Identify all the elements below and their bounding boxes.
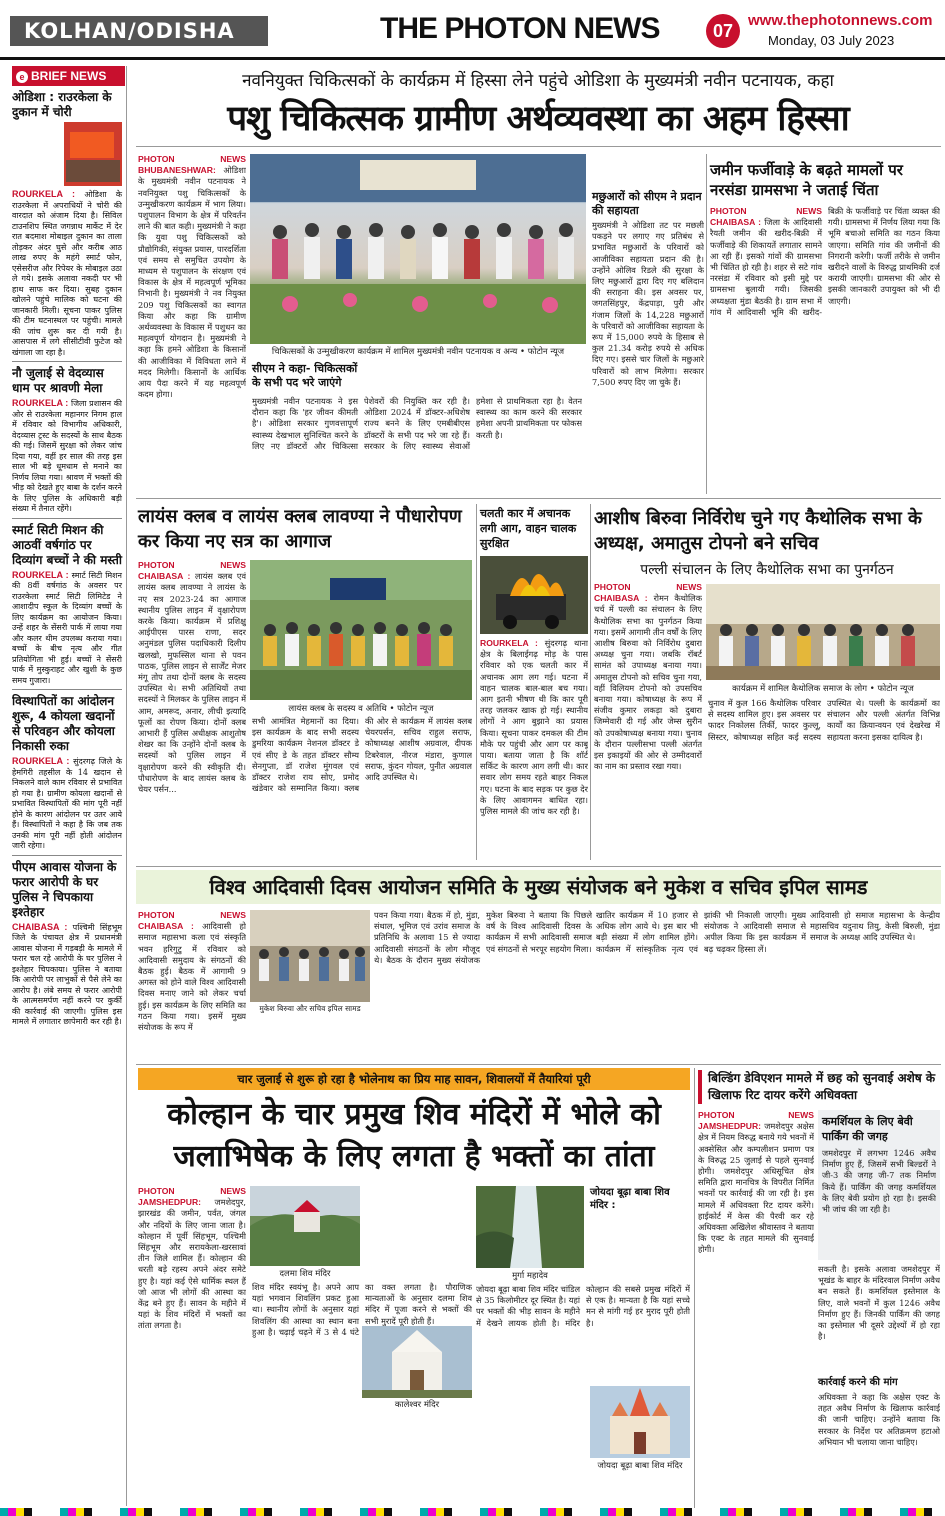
shop-shelf: [66, 160, 120, 182]
building-dateline: PHOTON NEWS JAMSHEDPUR:: [698, 1110, 814, 1132]
lead-body-2: मुख्यमंत्री नवीन पटनायक ने इस दौरान कहा कि 'हर जीवन कीमती है'। ओडिशा सरकार गुणवत्तापूर्ण स्वास्थ्य देखभाल सुनिश्चित करने के लिए नए डॉक्टरों और चिकित्सा पेशेवरों की नियुक्ति कर रही है। ओडिशा 2024 में डॉक्टर-अधिशेष राज्य बनने के लिए एमबीबीएस डॉक्टरों के सभी पद भरे जा रहे हैं। सरकार के लिए स्वास्थ्य सेवाओं हमेशा से प्राथमिकता रहा है। वेतन स्वास्थ्य का काम करने की सरकार हमेशा अपनी प्राथमिकता पर फोकस करती है।: [252, 396, 582, 451]
parking-box-title: कमर्शियल के लिए बेवी पार्किंग की जगह: [822, 1115, 913, 1143]
lead-kicker: नवनियुक्त चिकित्सकों के कार्यक्रम में हिस्सा लेने पहुंचे ओडिशा के मुख्यमंत्री नवीन पटनायक, कहा: [242, 71, 834, 91]
color-registration-strip: [0, 1508, 945, 1516]
kaleshwar-photo: [362, 1326, 472, 1398]
e-logo-icon: e: [16, 71, 28, 83]
lead-text: ओडिशा के मुख्यमंत्री नवीन पटनायक ने नवनियुक्त पशु चिकित्सकों के उन्मुखीकरण कार्यक्रम में भाग लिया। पशुपालन विभाग के क्षेत्र में परिवर्तन लाने की बात कही। मुख्यमंत्री ने कहा कि युवा पशु चिकित्सकों को प्रौद्योगिकी, संयुक्त प्रयास, पारदर्शिता एवं समय से समुचित उपयोग के माध्यम से पशुपालन के संरक्षण एवं विकास के क्षेत्र में महत्वपूर्ण भूमिका निभानी है। मुख्यमंत्री ने नव नियुक्त 209 पशु चिकित्सकों का स्वागत किया और कहा कि ग्रामीण अर्थव्यवस्था के विकास में पशुधन का महत्वपूर्ण योगदान है। मुख्यमंत्री ने कहा कि हमने ओडिशा के किसानों की आजीविका में विविधता लाने में मदद मिलेगी। किसानों के आर्थिक आय पैदा करने में यह महत्वपूर्ण कदम होगा।: [138, 165, 246, 400]
parking-box: [818, 1110, 940, 1260]
burning-car: [480, 556, 588, 634]
lions-body-1: [138, 560, 246, 860]
divider: [136, 866, 941, 867]
divider: [476, 504, 477, 860]
temple-text: जमशेदपुर, झारखंड की जमीन, पर्वत, जंगल और नदियों के लिए जाना जाता है। कोल्हान में पूर्वी सिंहभूम, पश्चिमी सिंहभूम और सरायकेला-खरसावां तीन जिले शामिल हैं। कोल्हान की धरती बड़े रहस्य अपने अंदर समेटे हुए है। यहां कई ऐसे धार्मिक स्थल हैं जो आज भी लोगों की आस्था का केंद्र बने हुए हैं। सावन के महीने में यहां के शिव मंदिरों में भक्तों का तांता लगता है।: [138, 1197, 246, 1331]
brief-badge-label: BRIEF NEWS: [31, 69, 107, 83]
dalma-caption: दलमा शिव मंदिर: [279, 1269, 331, 1279]
ashish-headline: आशीष बिरुवा निर्विरोध चुने गए कैथोलिक सभा के अध्यक्ष, अमातुस टोपनो बने सचिव: [594, 508, 922, 554]
lead-headline: पशु चिकित्सक ग्रामीण अर्थव्यवस्था का अहम हिस्सा: [227, 99, 849, 139]
building-headline: बिल्डिंग डेविएशन मामले में छह को सुनवाई अशेष के खिलाफ रिट दायर करेंगे अधिवक्ता: [698, 1070, 940, 1104]
brief-item: [12, 523, 122, 691]
divider: [136, 1064, 941, 1065]
building-text: जमशेदपुर अक्षेस क्षेत्र में नियम विरुद्ध बनाये गये भवनों में अक्सेसित और कम्पलीशन प्रमाण पत्र के विरुद्ध 25 जुलाई से पहले सुनवाई होगी। जमशेदपुर अधिसूचित क्षेत्र समिति द्वारा मानचित्र के विपरीत निर्मित भवनों पर कार्रवाई की जा रही है। इस मामले में अधिवक्ता रिट दायर करेंगे। हाईकोर्ट में केस की पैरवी कर रहे अधिवक्ता अखिलेश श्रीवास्तव ने बताया कि एक्ट के तहत मामले की सुनवाई होगी।: [698, 1121, 814, 1255]
building-subheading: कार्रवाई करने की मांग: [818, 1377, 898, 1388]
dalma-temple-photo: [250, 1186, 360, 1266]
divider: [12, 689, 122, 690]
land-text: जिला के आदिवासी रैयती जमीन की खरीद-बिक्री में फर्जीवाड़े की शिकायतें लगातार सामने आ रही हैं। इसको गांवों की ग्रामसभा भी चिंतित हो रही है। शहर से सटे गांव नरसंडा में रविवार को इसी मुद्दे पर ग्रामसभा बुलायी गयी। जिसकी अध्यक्षता मुंडा बैठकी है। ग्राम सभा में गांव में आदिवासी भूमि की खरीद-बिक्री के फर्जीवाड़े पर चिंता व्यक्त की गयी। ग्रामसभा में निर्णय लिया गया कि भूमि बचाओ समिति का गठन किया जाएगा। समिति गांव की जमीनों की निगरानी करेगी। फर्जी तरीके से जमीन खरीदने वालों के विरुद्ध प्राथमिकी दर्ज करायी जाएगी। ग्रामसभा की ओर से इसकी जानकारी उपायुक्त को भी दी जाएगी।: [710, 206, 940, 317]
website-link[interactable]: www.thephotonnews.com: [748, 12, 933, 29]
tribal-dateline: PHOTON NEWS CHAIBASA :: [138, 910, 246, 932]
murga-mahadev-photo: [476, 1186, 584, 1268]
ashish-subheading: पल्ली संचालन के लिए कैथोलिक सभा का पुनर्गठन: [640, 562, 894, 578]
divider: [12, 855, 122, 856]
brief-item: [12, 694, 122, 856]
brief-item: [12, 366, 122, 519]
tribal-photo-caption: मुकेश बिरुवा और सचिव इपिल सामड: [259, 1004, 361, 1013]
hill-temple: [250, 1186, 360, 1266]
brief-title: पीएम आवास योजना के फरार आरोपी के घर पुलिस ने चिपकाया इश्तेहार: [12, 859, 117, 919]
jojda-caption: जोयदा बूढ़ा बाबा शिव मंदिर: [597, 1461, 683, 1471]
lions-dateline: PHOTON NEWS CHAIBASA :: [138, 560, 246, 582]
lead-body-3: मुख्यमंत्री ने ओडिशा तट पर मछली पकड़ने पर लगाए गए प्रतिबंध से प्रभावित मछुआरों के परिवारों को आजीविका सहायता प्रदान की है। उन्होंने ओलिव रिडले की सुरक्षा के लिए मछुआरों द्वारा दिए गए बलिदान की सराहना की। इस अवसर पर, जगतसिंहपुर, केंद्रपाड़ा, पुरी और गंजाम जिलों के 14,228 मछुआरों के परिवारों को आजीविका सहायता के रूप में 15,000 रुपये के हिसाब से कुल 21.34 करोड़ रुपये से अधिक दिए गए। इससे चार जिलों के मछुआरे परिवारों को लाभ मिलेगा। सरकार 7,500 रुपए दिए जा चुके हैं।: [592, 220, 704, 387]
brief-body: ओडिशा के राउरकेला में अपराधियों ने चोरी की वारदात को अंजाम दिया है। सिविल टाउनशिप स्थित जगन्नाथ मार्केट में देर रात बदमाश मोबाइल दुकान का ताला तोड़कर अंदर घुसे और करीब आठ लाख रुपए के महंगे स्मार्ट फोन, एसेसरीज और रिपेयर के मोबाइल उठा ले गये। इसके अलावा नकदी पर भी हाथ साफ कर दिया। सुबह दुकान खोलने पहुंचे मालिक को घटना की जानकारी मिली। सूचना पाकर पुलिस की टीम घटनास्थल पर पहुंची। मामले की जांच शुरू कर दी गयी है। आसपास में लगे सीसीटीवी फुटेज को खंगाला जा रहा है।: [12, 190, 122, 357]
tribal-headline: विश्व आदिवासी दिवस आयोजन समिति के मुख्य संयोजक बने मुकेश व सचिव इपिल सामड: [136, 870, 941, 904]
brief-dateline: ROURKELA :: [12, 569, 69, 580]
temple-body-2: शिव मंदिर स्वयंभू है। अपने आप यहां भगवान शिवलिंग प्रकट हुआ था। स्थानीय लोगों के अनुसार यहां शिवलिंग की आस्था का स्थान बना हुआ है। चढ़ाई चढ़ने में 3 से 4 घंटे का वक्त लगता है। पौराणिक मान्यताओं के अनुसार दलमा शिव मंदिर में पूजा करने से भक्तों की सभी मुरादें पूरी होती हैं।: [252, 1282, 472, 1337]
car-fire-photo: [480, 556, 588, 634]
ashish-body-2: चुनाव में कुल 166 कैथोलिक परिवार से सदस्य शामिल हुए। इस अवसर पर फादर निकोलस तिर्की, फादर कुल्लू, सिस्टर, कोषाध्यक्ष सहित कई सदस्य उपस्थित थे। पल्ली के कार्यक्रमों का संचालन और पल्ली अंतर्गत विभिन्न कार्यों का क्रियान्वयन एवं देखरेख में सहायता करना इसका दायित्व है।: [708, 698, 940, 742]
temple-body-1: [138, 1186, 246, 1506]
brief-dateline: CHAIBASA :: [12, 921, 68, 932]
divider: [12, 518, 122, 519]
brief-dateline: ROURKELA :: [12, 756, 70, 766]
temple-headline: कोल्हान के चार प्रमुख शिव मंदिरों में भोले को जलाभिषेक के लिए लगता है भक्तों का तांता: [167, 1097, 661, 1174]
white-temple: [362, 1326, 472, 1398]
parking-box-body: जमशेदपुर में लगभग 1246 अवैध निर्माण हुए हैं, जिसमें सभी बिल्डरों ने जी-3 की जगह जी-7 तक निर्माण किये हैं। पार्किंग की जगह कमर्शियल के लिए बेवी प्रयोग हो रहा है। इसकी भी जांच की जा रही है।: [822, 1148, 936, 1215]
lead-dateline: PHOTON NEWS BHUBANESHWAR:: [138, 154, 246, 176]
brief-news-badge: [12, 66, 125, 86]
brief-body: स्मार्ट सिटी मिशन की 8वीं वर्षगांठ के अवसर पर राउरकेला स्मार्ट सिटी लिमिटेड ने आशादीप स्कूल के दिव्यांग बच्चों के लिए कार्यक्रम का आयोजन किया। उन्हें शहर के सेंसरी पार्क में लाया गया और कलर थीम उपलब्ध कराया गया। बच्चों के बीच नृत्य और गीत प्रतियोगिता भी हुई। बच्चों ने सेंसरी पार्क में मुस्कुराहट और खुशी के कुछ समय गुजारा।: [12, 570, 122, 685]
tribal-text: आदिवासी हो समाज महासभा कला एवं संस्कृति भवन हरिगुटु में रविवार को आदिवासी समुदाय के संगठनों की बैठक हुई। बैठक में आगामी 9 अगस्त को होने वाले विश्व आदिवासी दिवस मनाए जाने को लेकर चर्चा हुई। इस कार्यक्रम के लिए समिति का गठन किया गया। इसमें मुख्य संयोजक के रूप में: [138, 921, 246, 1033]
page-number: 07: [706, 14, 740, 48]
lead-subheading: मछुआरों को सीएम ने प्रदान की सहायता: [592, 190, 702, 217]
lead-photo-caption: चिकित्सकों के उन्मुखीकरण कार्यक्रम में शामिल मुख्यमंत्री नवीन पटनायक व अन्य • फोटोन न्यूज: [271, 347, 565, 357]
divider: [136, 498, 941, 499]
land-headline: जमीन फर्जीवाड़े के बढ़ते मामलों पर नरसंडा ग्रामसभा ने जताई चिंता: [710, 161, 903, 199]
tribal-body-3: खातिर कार्यक्रम में 10 हजार से अधिक लोग आये थे। इस बार भी बड़ी संख्या में लोग शामिल होंगे। कार्यक्रम में सांस्कृतिक नृत्य एवं झांकी भी निकाली जाएगी। मुख्य संयोजक ने आदिवासी समाज से अपील किया कि इस कार्यक्रम में बढ़ चढ़कर हिस्सा लें।: [596, 910, 806, 954]
lions-body-2: सभी आमंत्रित मेहमानों का दिया। इस कार्यक्रम के बाद सभी सदस्य डुमरिया कार्यक्रम नेशनल डॉक्टर डे एवं सीए डे के तहत डॉक्टर सौम्य सेनगुप्ता, डॉ राजेश मुंगवल एवं डॉक्टर राजेश राय सोए, प्रमोद खंडेवार को सम्मानित किया। क्लब की ओर से कार्यक्रम में लायंस क्लब चेयरपर्सन, सचिव राहुल सराफ, कोषाध्यक्ष आशीष अग्रवाल, दीपक टिबरेवाल, नीरज मंडारा, कुणाल सराफ, कुंदन गोयल, पुनीत अग्रवाल आदि उपस्थित थे।: [252, 716, 472, 794]
brief-item: [12, 860, 122, 1028]
lions-photo-caption: लायंस क्लब के सदस्य व अतिथि • फोटोन न्यूज: [288, 704, 434, 714]
divider: [12, 361, 122, 362]
temple-kicker: चार जुलाई से शुरू हो रहा है भोलेनाथ का प्रिय माह सावन, शिवालयों में तैयारियां पूरी: [138, 1068, 690, 1090]
ashish-photo: [706, 584, 940, 680]
lead-pullquote: सीएम ने कहा- चिकित्सकों के सभी पद भरे जाएंगे: [252, 362, 358, 389]
lead-photo: [250, 154, 586, 344]
ashish-photo-caption: कार्यक्रम में शामिल कैथोलिक समाज के लोग • फोटोन न्यूज: [732, 684, 914, 694]
tribal-body-2: पवन किया गया। बैठक में हो, मुंडा, संथाल, भूमिज एवं उरांव समाज के प्रतिनिधि के अलावा 15 से ज्यादा आदिवासी संगठनों के लोग मौजूद थे। बैठक के दौरान मुख्य संयोजक मुकेश बिरुवा ने बताया कि पिछले वर्ष के विश्व आदिवासी दिवस के कार्यक्रम में सभी आदिवासी समाज एवं संगठनों से भरपूर सहयोग मिला।: [374, 910, 592, 965]
building-body-3: अधिवक्ता ने कहा कि अक्षेस एक्ट के तहत अवैध निर्माण के खिलाफ कार्रवाई की जानी चाहिए। उन्होंने बताया कि सरकार के निर्देश पर अतिक्रमण हटाओ अभियान भी चलाया जाना चाहिए।: [818, 1392, 940, 1447]
lions-photo: [250, 560, 472, 700]
brief-dateline: ROURKELA :: [12, 189, 76, 199]
mobile-shop-photo: [64, 122, 122, 186]
shop-sign: [70, 132, 114, 158]
fire-headline: चलती कार में अचानक लगी आग, वाहन चालक सुरक्षित: [480, 507, 577, 550]
tribal-body-4: आदिवासी हो समाज महासभा के केन्द्रीय महासचिव यदुनाथ तियु, केसी बिरुली, मुंडा समाज के अध्यक्ष आदि उपस्थित थे।: [810, 910, 940, 943]
brief-body: पश्चिमी सिंहभूम जिले के पंचायत क्षेत्र में प्रधानमंत्री आवास योजना में गड़बड़ी के मामले में फरार चल रहे आरोपी के घर पुलिस ने इश्तेहार चिपकाया। पुलिस ने बताया कि आरोपी पर लाभुकों से पैसे लेने का आरोप है। लंबे समय से फरार आरोपी के आत्मसमर्पण नहीं करने पर कुर्की की कार्रवाई की जाएगी। पुलिस इस मामले में लगातार छापेमारी कर रही है।: [12, 922, 123, 1026]
brief-item: [12, 90, 122, 362]
waterfall: [476, 1186, 584, 1268]
fire-dateline: ROURKELA :: [480, 638, 538, 648]
tribal-body-1: [138, 910, 246, 1060]
divider: [590, 504, 591, 860]
brief-title: विस्थापितों का आंदोलन शुरू, 4 कोयला खदानों से परिवहन और कोयला निकासी रुका: [12, 694, 115, 753]
lions-headline: लायंस क्लब व लायंस क्लब लावण्या ने पौधारोपण कर किया नए सत्र का आगाज: [138, 506, 462, 552]
newspaper-logo: THE PHOTON NEWS: [380, 12, 660, 45]
divider: [706, 154, 707, 494]
dignitaries-group: [250, 154, 586, 344]
brief-title: नौ जुलाई से वेदव्यास धाम पर श्रावणी मेला: [12, 366, 104, 395]
building-body-2: सकती है। इसके अलावा जमशेदपुर में भूखंड के बाहर के मंदिरवाल निर्माण अवैध बन सकते हैं। कमर्शियल इस्तेमाल के लिए, वाले भवनों में कुल 1246 अवैध निर्माण हुए हैं। जिनकी पार्किंग की जगह का इस्तेमाल भी दूसरे उद्देश्यों में हो रहा है।: [818, 1264, 940, 1342]
building-body-1: [698, 1110, 814, 1506]
section-label: KOLHAN/ODISHA: [10, 16, 268, 46]
lions-text: लायंस क्लब एवं लायंस क्लब लावण्या ने लायंस के नए सत्र 2023-24 का आगाज स्थानीय पुलिस लाइन में वृक्षारोपण करके किया। कार्यक्रम में प्रशिक्षु आईपीएस पारस राणा, सदर अनुमंडल पुलिस पदाधिकारी दिलीप खलखो, मुफस्सिल थाना से पवन पाठक, पुलिस लाइन से सार्जेंट मेजर मंगू तोप तथा दोनों क्लब के सदस्य उपस्थित थे। सभी अतिथियों तथा सदस्यों ने मिलकर के पुलिस लाइन में आम, अमरूद, अनार, लीची इत्यादि फूलों का रोपण किया। दोनों क्लब आभारी हैं पुलिस अधीक्षक आशुतोष शेखर का कि उन्होंने दोनों क्लब के सदस्यों को पुलिस लाइन में वृक्षारोपण करने की स्वीकृति दी। पौधारोपण के बाद लायंस क्लब के चेयर पर्सन...: [138, 571, 246, 795]
kaleshwar-caption: कालेश्वर मंदिर: [394, 1400, 440, 1410]
ashish-text: रोमन कैथोलिक चर्च में पल्ली का संचालन के लिए कैथोलिक सभा का पुनर्गठन किया गया। इसमें आगामी तीन वर्षों के लिए आशीष बिरुवा को निर्विरोध दुबारा अध्यक्ष चुना गया। जबकि रॉबर्ट सामंत को उपाध्यक्ष बनाया गया। अमातुस टोपनो को सचिव चुना गया, वहीं विलियम टोपनो को उपसचिव बनाया गया। कोषाध्यक्ष के रूप में संजीव कुमार लकड़ा को दुबारा जिम्मेवारी दी गई और जेम्स सुरीन को उपकोषाध्यक्ष बनाया गया। चुनाव के दौरान पल्लीसभा पल्ली अंतर्गत इस इकाइयों की ओर से उम्मीदवारों का नाम का प्रस्ताव रखा गया।: [594, 593, 702, 772]
temple-dateline: PHOTON NEWS JAMSHEDPUR:: [138, 1186, 246, 1208]
brief-body: जिला प्रशासन की ओर से राउरकेला महानगर निगम हाल में रविवार को विभागीय अधिकारी, वेदव्यास ट्रस्ट के सदस्यों के साथ बैठक की गई। जिसमें सुरक्षा को लेकर जांच दिया गया, वहीं हर साल की तरह इस साल भी बड़े धूमधाम से मनाने का निर्णय लिया गया। श्रावण में भक्तों की भीड़ को देखते हुए बाबा के दर्शन करने के लिए पुलिस के अधिकारी बड़ी संख्या में तैनात रहेंगे।: [12, 399, 122, 513]
fire-text: सुंदरगढ़ थाना क्षेत्र के बिलाईगढ़ मोड़ के पास रविवार को एक चलती कार में अचानक आग लग गई। घटना में वाहन चालक बाल-बाल बच गया। आग इतनी भीषण थी कि कार पूरी तरह जलकर खाक हो गई। स्थानीय लोगों ने आग बुझाने का प्रयास किया। सूचना पाकर दमकल की टीम मौके पर पहुंची और आग पर काबू पाया। बताया जाता है कि शॉर्ट सर्किट के कारण आग लगी थी। कार सवार लोग समय रहते बाहर निकल गए। घटना के बाद सड़क पर कुछ देर के लिए आवागमन बाधित रहा। पुलिस मामले की जांच कर रही है।: [480, 638, 588, 817]
land-dateline: PHOTON NEWS CHAIBASA :: [710, 206, 822, 228]
brief-title: ओडिशा : राउरकेला के दुकान में चोरी: [12, 90, 112, 119]
fire-body: [480, 638, 588, 860]
divider: [136, 146, 941, 147]
divider: [694, 1068, 695, 1508]
catholic-sabha-group: [706, 584, 940, 680]
lions-club-group: [250, 560, 472, 700]
brief-title: स्मार्ट सिटी मिशन की आठवीं वर्षगांठ पर दिव्यांग बच्चों ने की मस्ती: [12, 522, 122, 567]
brief-news-column: [12, 66, 127, 1506]
brief-body: सुंदरगढ़ जिले के हेमगिरी तहसील के 14 खदान से निकलने वाले काम रविवार से प्रभावित हो गया है। ग्रामीण कोयला खदानों से प्रभावित विस्थापितों की मांग पूरी नहीं होने के कारण आंदोलन पर उतर आये हैं। विस्थापितों ने कहा है कि जब तक उनकी मांग पूरी नहीं होती आंदोलन जारी रहेगा।: [12, 757, 122, 850]
ashish-body-1: [594, 582, 702, 862]
issue-date: Monday, 03 July 2023: [768, 33, 895, 48]
brief-dateline: ROURKELA :: [12, 398, 69, 408]
meeting-group: [250, 910, 370, 1002]
temple-body-3: जोयदा बूढ़ा बाबा शिव मंदिर चांडिल से 35 किलोमीटर दूर स्थित है। यहां पर भक्तों की भीड़ सावन के महीने में देखने लायक होती है। मंदिर कोल्हान की सबसे प्रमुख मंदिरों में से एक है। मान्यता है कि यहां सच्चे मन से मांगी गई हर मुराद पूरी होती है।: [476, 1284, 690, 1328]
red-temple: [590, 1386, 690, 1458]
jojda-temple-photo: [590, 1386, 690, 1458]
ashish-dateline: PHOTON NEWS CHAIBASA :: [594, 582, 702, 604]
murga-caption: मुर्गा महादेव: [512, 1271, 548, 1281]
masthead: [0, 0, 945, 60]
jojda-subheading: जोयदा बूढ़ा बाबा शिव मंदिर :: [590, 1187, 670, 1211]
land-body: [710, 206, 940, 494]
tribal-meeting-photo: [250, 910, 370, 1002]
lead-body-1: [138, 154, 246, 494]
